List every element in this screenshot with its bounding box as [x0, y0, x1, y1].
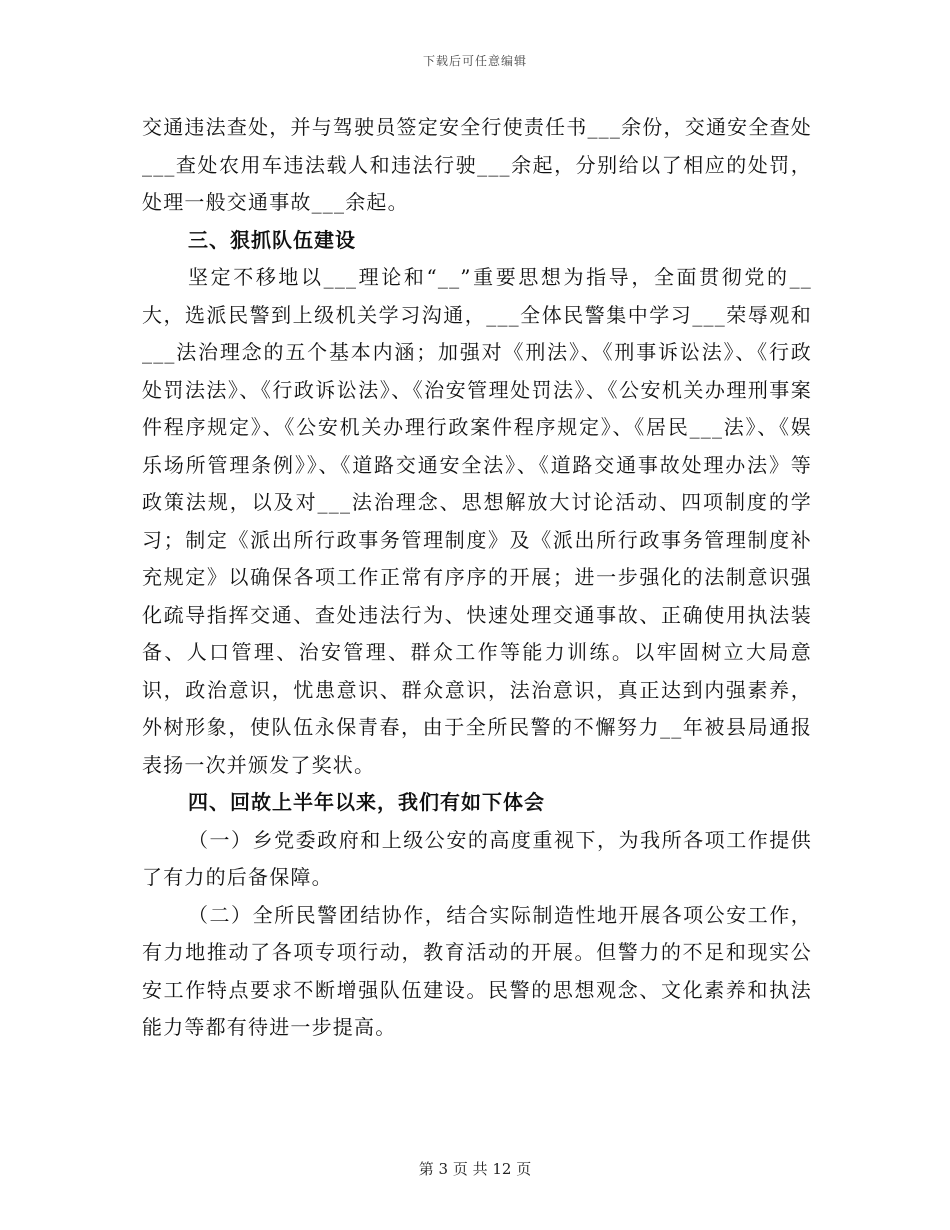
section-heading-team-building: 三、狠抓队伍建设: [188, 227, 356, 252]
section-heading-reflections: 四、回故上半年以来，我们有如下体会: [188, 790, 545, 814]
paragraph-traffic-enforcement: 交通违法查处，并与驾驶员签定安全行使责任书___余份，交通安全查处___查处农用车违法载人和违法行驶___余起，分别给以了相应的处罚，处理一般交通事故___余起。: [142, 115, 812, 214]
paragraph-team-building: 坚定不移地以___理论和“__”重要思想为指导，全面贯彻党的__大，选派民警到上级机关学习沟通，___全体民警集中学习___荣辱观和___法治理念的五个基本内涵；加强对《刑法》、《刑事诉讼法》、《行政处罚法法》、《行政诉讼法》、《治安管理处罚法》、《公安机关办理刑事案件程序规定》、《公安机关办理行政案件程序规定》、《居民___法》、《娱乐场所管理条例》》、《道路交通安全法》、《道路交通事故处理办法》等政策法规，以及对___法治理念、思想解放大讨论活动、四项制度的学习；制定《派出所行政事务管理制度》及《派出所行政事务管理制度补充规定》以确保各项工作正常有序序的开展；进一步强化的法制意识强化疏导指挥交通、查处违法行为、快速处理交通事故、正确使用执法装备、人口管理、治安管理、群众工作等能力训练。以牢固树立大局意识，政治意识，忧患意识、群众意识，法治意识，真正达到内强素养，外树形象，使队伍永保青春，由于全所民警的不懈努力__年被县局通报表扬一次并颁发了奖状。: [142, 265, 812, 777]
paragraph-reflection-one: （一）乡党委政府和上级公安的高度重视下，为我所各项工作提供了有力的后备保障。: [142, 827, 812, 889]
page-number: 第 3 页 共 12 页: [418, 1160, 532, 1178]
document-body: [142, 109, 812, 1047]
paragraph-reflection-two: （二）全所民警团结协作，结合实际制造性地开展各项公安工作，有力地推动了各项专项行动，教育活动的开展。但警力的不足和现实公安工作特点要求不断增强队伍建设。民警的思想观念、文化素养和执法能力等都有待进一步提高。: [142, 902, 812, 1039]
page-header: 下载后可任意编辑: [422, 54, 527, 68]
